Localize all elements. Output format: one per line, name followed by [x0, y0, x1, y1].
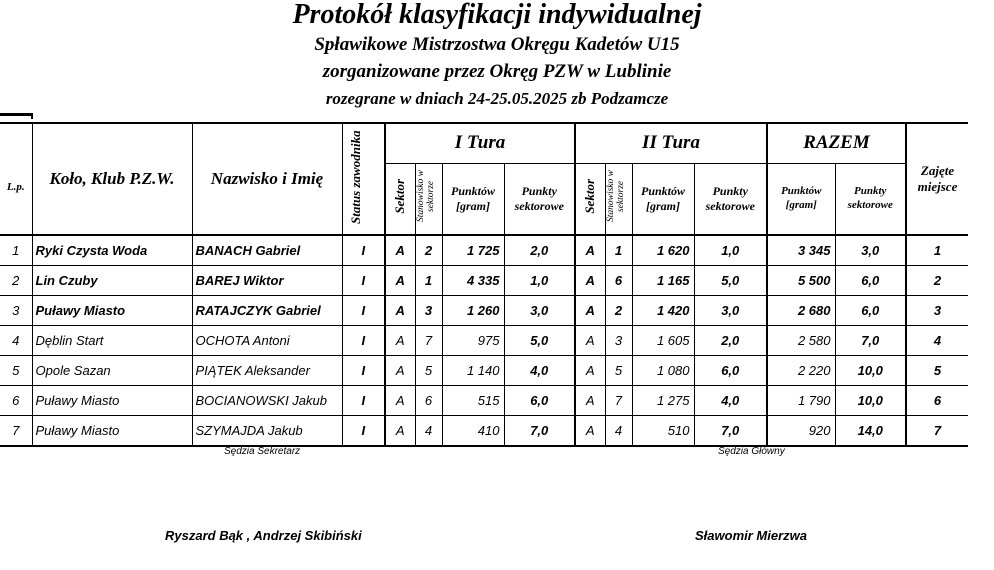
corner-mark — [0, 113, 33, 119]
total-sector-points-cell: 6,0 — [835, 296, 906, 326]
chief-judge-label: Sędzia Główny — [718, 446, 785, 457]
round1-header: I Tura — [385, 123, 575, 163]
club-cell: Opole Sazan — [32, 356, 192, 386]
secretary-label: Sędzia Sekretarz — [224, 446, 301, 457]
page-subtitle-dates: rozegrane w dniach 24-25.05.2025 zb Podzamcze — [325, 89, 669, 108]
r1-sector-cell: A — [385, 386, 415, 416]
total-points-header: Punktów [gram] — [767, 163, 835, 235]
r2-sector-cell: A — [575, 356, 605, 386]
r2-stand-cell: 4 — [605, 416, 632, 447]
r1-points-cell: 975 — [442, 326, 504, 356]
name-cell: RATAJCZYK Gabriel — [192, 296, 342, 326]
total-points-cell: 920 — [767, 416, 835, 447]
r1-sector-cell: A — [385, 266, 415, 296]
table-header — [0, 123, 968, 235]
total-sector-points-header: Punkty sektorowe — [835, 163, 906, 235]
r2-sector-points-cell: 4,0 — [694, 386, 767, 416]
club-cell: Puławy Miasto — [32, 386, 192, 416]
r1-sector-points-cell: 2,0 — [504, 235, 575, 266]
row-lp: 5 — [0, 356, 32, 386]
total-points-cell: 2 580 — [767, 326, 835, 356]
r2-points-cell: 1 605 — [632, 326, 694, 356]
name-cell: BANACH Gabriel — [192, 235, 342, 266]
total-header: RAZEM — [767, 123, 906, 163]
r1-stand-cell: 6 — [415, 386, 442, 416]
r2-sector-cell: A — [575, 296, 605, 326]
page-title: Protokół klasyfikacji indywidualnej — [292, 0, 702, 30]
table-row — [0, 386, 968, 416]
r2-points-cell: 1 620 — [632, 235, 694, 266]
r1-stand-cell: 5 — [415, 356, 442, 386]
club-cell: Ryki Czysta Woda — [32, 235, 192, 266]
r1-sector-cell: A — [385, 416, 415, 447]
name-cell: OCHOTA Antoni — [192, 326, 342, 356]
place-cell: 5 — [906, 356, 968, 386]
secretary-names: Ryszard Bąk , Andrzej Skibiński — [165, 528, 362, 543]
row-lp: 6 — [0, 386, 32, 416]
r2-sector-cell: A — [575, 235, 605, 266]
total-points-cell: 2 220 — [767, 356, 835, 386]
r2-sector-points-cell: 6,0 — [694, 356, 767, 386]
page-subtitle-competition: Spławikowe Mistrzostwa Okręgu Kadetów U15 — [314, 34, 680, 55]
place-cell: 4 — [906, 326, 968, 356]
r2-sector-points-cell: 1,0 — [694, 235, 767, 266]
r1-points-cell: 515 — [442, 386, 504, 416]
round2-stand-header: Stanowisko w sektorze — [605, 163, 632, 235]
total-sector-points-cell: 10,0 — [835, 386, 906, 416]
r2-sector-cell: A — [575, 266, 605, 296]
r1-stand-cell: 7 — [415, 326, 442, 356]
club-cell: Puławy Miasto — [32, 416, 192, 447]
r2-points-cell: 1 420 — [632, 296, 694, 326]
place-cell: 1 — [906, 235, 968, 266]
page-subtitle-organizer: zorganizowane przez Okręg PZW w Lublinie — [322, 61, 672, 82]
r1-sector-points-cell: 3,0 — [504, 296, 575, 326]
place-cell: 3 — [906, 296, 968, 326]
r2-points-cell: 1 080 — [632, 356, 694, 386]
col-name-header: Nazwisko i Imię — [192, 123, 342, 235]
status-cell: I — [342, 266, 385, 296]
place-cell: 6 — [906, 386, 968, 416]
club-cell: Lin Czuby — [32, 266, 192, 296]
total-sector-points-cell: 7,0 — [835, 326, 906, 356]
r2-points-cell: 510 — [632, 416, 694, 447]
row-lp: 7 — [0, 416, 32, 447]
name-cell: SZYMAJDA Jakub — [192, 416, 342, 447]
r2-stand-cell: 6 — [605, 266, 632, 296]
total-points-cell: 1 790 — [767, 386, 835, 416]
r1-sector-points-cell: 6,0 — [504, 386, 575, 416]
table-row — [0, 296, 968, 326]
col-club-header: Koło, Klub P.Z.W. — [32, 123, 192, 235]
status-cell: I — [342, 326, 385, 356]
total-points-cell: 5 500 — [767, 266, 835, 296]
r1-points-cell: 410 — [442, 416, 504, 447]
total-sector-points-cell: 6,0 — [835, 266, 906, 296]
name-cell: BOCIANOWSKI Jakub — [192, 386, 342, 416]
place-cell: 2 — [906, 266, 968, 296]
r2-sector-points-cell: 5,0 — [694, 266, 767, 296]
total-sector-points-cell: 10,0 — [835, 356, 906, 386]
r2-stand-cell: 1 — [605, 235, 632, 266]
r2-points-cell: 1 275 — [632, 386, 694, 416]
round1-stand-header: Stanowisko w sektorze — [415, 163, 442, 235]
round2-sector-points-header: Punkty sektorowe — [694, 163, 767, 235]
row-lp: 4 — [0, 326, 32, 356]
total-sector-points-cell: 3,0 — [835, 235, 906, 266]
chief-judge-name: Sławomir Mierzwa — [695, 528, 807, 543]
r1-stand-cell: 4 — [415, 416, 442, 447]
status-cell: I — [342, 416, 385, 447]
name-cell: BAREJ Wiktor — [192, 266, 342, 296]
r1-stand-cell: 2 — [415, 235, 442, 266]
r1-stand-cell: 1 — [415, 266, 442, 296]
table-row — [0, 326, 968, 356]
r1-sector-points-cell: 4,0 — [504, 356, 575, 386]
r2-sector-points-cell: 3,0 — [694, 296, 767, 326]
r1-stand-cell: 3 — [415, 296, 442, 326]
name-cell: PIĄTEK Aleksander — [192, 356, 342, 386]
r1-sector-cell: A — [385, 326, 415, 356]
r2-stand-cell: 7 — [605, 386, 632, 416]
total-sector-points-cell: 14,0 — [835, 416, 906, 447]
r2-stand-cell: 3 — [605, 326, 632, 356]
row-lp: 3 — [0, 296, 32, 326]
r1-sector-points-cell: 1,0 — [504, 266, 575, 296]
round2-sector-header: Sektor — [575, 163, 605, 235]
status-cell: I — [342, 296, 385, 326]
col-status-header: Status zawodnika — [342, 123, 385, 235]
status-cell: I — [342, 386, 385, 416]
r1-points-cell: 4 335 — [442, 266, 504, 296]
total-points-cell: 3 345 — [767, 235, 835, 266]
r2-stand-cell: 5 — [605, 356, 632, 386]
table-row — [0, 235, 968, 266]
round1-sector-header: Sektor — [385, 163, 415, 235]
r1-points-cell: 1 260 — [442, 296, 504, 326]
row-lp: 2 — [0, 266, 32, 296]
table-row — [0, 356, 968, 386]
r1-points-cell: 1 140 — [442, 356, 504, 386]
r1-points-cell: 1 725 — [442, 235, 504, 266]
r2-sector-points-cell: 2,0 — [694, 326, 767, 356]
round1-sector-points-header: Punkty sektorowe — [504, 163, 575, 235]
classification-table — [0, 122, 968, 447]
total-points-cell: 2 680 — [767, 296, 835, 326]
round1-points-header: Punktów [gram] — [442, 163, 504, 235]
r2-sector-cell: A — [575, 386, 605, 416]
r2-points-cell: 1 165 — [632, 266, 694, 296]
r2-sector-points-cell: 7,0 — [694, 416, 767, 447]
status-cell: I — [342, 235, 385, 266]
r1-sector-cell: A — [385, 356, 415, 386]
r2-sector-cell: A — [575, 416, 605, 447]
r2-stand-cell: 2 — [605, 296, 632, 326]
club-cell: Dęblin Start — [32, 326, 192, 356]
col-lp-header: L.p. — [0, 123, 32, 235]
table-body — [0, 235, 968, 446]
club-cell: Puławy Miasto — [32, 296, 192, 326]
r2-sector-cell: A — [575, 326, 605, 356]
col-place-header: Zajęte miejsce — [906, 123, 968, 235]
row-lp: 1 — [0, 235, 32, 266]
r1-sector-cell: A — [385, 296, 415, 326]
r1-sector-points-cell: 5,0 — [504, 326, 575, 356]
r1-sector-cell: A — [385, 235, 415, 266]
round2-header: II Tura — [575, 123, 767, 163]
r1-sector-points-cell: 7,0 — [504, 416, 575, 447]
table-row — [0, 416, 968, 447]
status-cell: I — [342, 356, 385, 386]
table-row — [0, 266, 968, 296]
place-cell: 7 — [906, 416, 968, 447]
round2-points-header: Punktów [gram] — [632, 163, 694, 235]
